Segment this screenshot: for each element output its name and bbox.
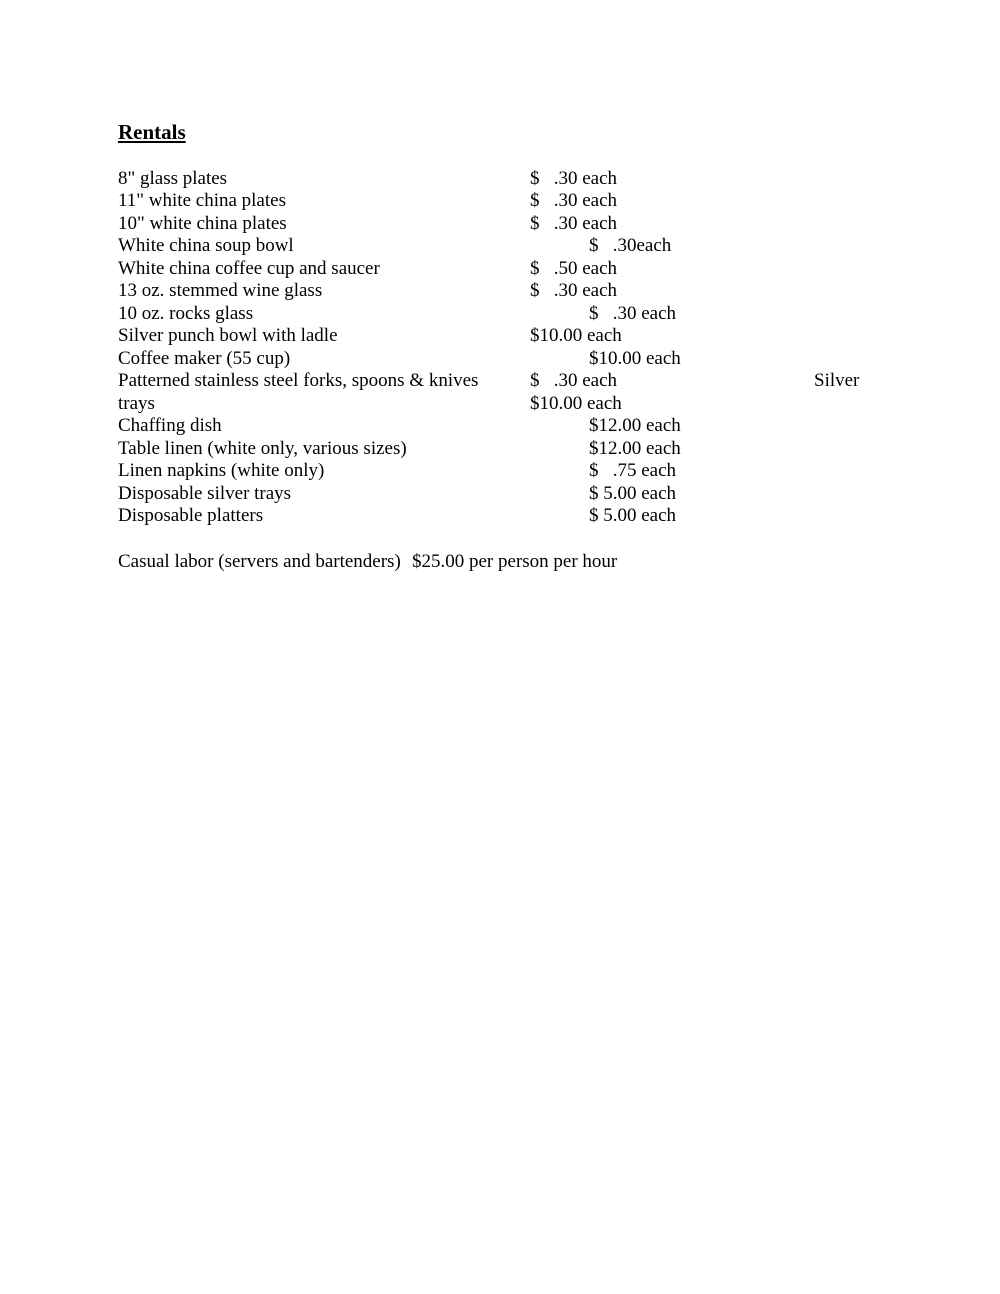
labor-price: $25.00 per person per hour (412, 551, 618, 572)
item-name: Coffee maker (55 cup) (118, 348, 291, 369)
item-name: Silver punch bowl with ladle (118, 325, 338, 346)
item-name: Linen napkins (white only) (118, 460, 325, 481)
labor-label: Casual labor (servers and bartenders) (118, 551, 401, 572)
page-title: Rentals (118, 120, 186, 144)
item-name: White china coffee cup and saucer (118, 258, 380, 279)
item-name: Patterned stainless steel forks, spoons & knives (118, 370, 479, 391)
item-extra-text: Silver (814, 370, 860, 391)
item-price: $ .30 each (530, 190, 618, 211)
item-price: $ .30 each (530, 370, 618, 391)
item-name: Chaffing dish (118, 415, 222, 436)
item-name: trays (118, 393, 155, 414)
item-name: White china soup bowl (118, 235, 294, 256)
item-price: $12.00 each (589, 438, 681, 459)
item-price: $ 5.00 each (589, 483, 677, 504)
item-price: $ .30each (589, 235, 672, 256)
item-name: Disposable platters (118, 505, 264, 526)
item-price: $ .30 each (589, 303, 677, 324)
item-price: $10.00 each (589, 348, 681, 369)
item-price: $10.00 each (530, 393, 622, 414)
item-price: $12.00 each (589, 415, 681, 436)
item-name: 10" white china plates (118, 213, 287, 234)
item-name: Disposable silver trays (118, 483, 292, 504)
item-name: 13 oz. stemmed wine glass (118, 280, 323, 301)
item-price: $ .30 each (530, 168, 618, 189)
item-price: $ .75 each (589, 460, 677, 481)
item-name: Table linen (white only, various sizes) (118, 438, 407, 459)
item-price: $ .30 each (530, 213, 618, 234)
item-price: $ 5.00 each (589, 505, 677, 526)
item-name: 11" white china plates (118, 190, 286, 211)
item-price: $ .30 each (530, 280, 618, 301)
item-price: $10.00 each (530, 325, 622, 346)
item-name: 8" glass plates (118, 168, 228, 189)
item-price: $ .50 each (530, 258, 618, 279)
item-name: 10 oz. rocks glass (118, 303, 254, 324)
